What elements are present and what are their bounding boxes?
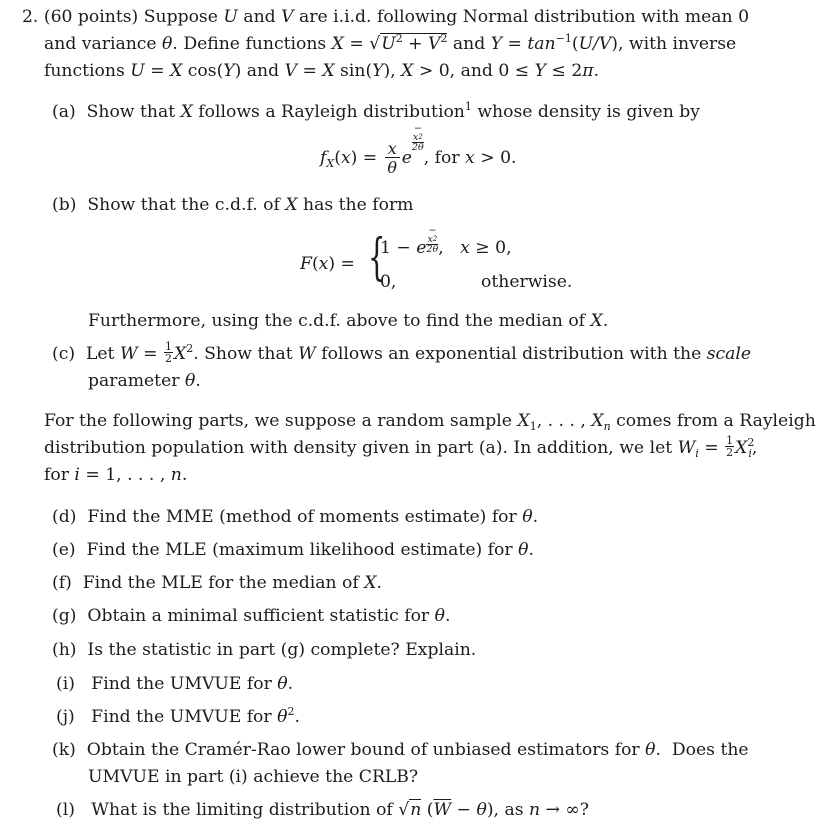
part-c-line2: parameter θ. [88, 371, 201, 391]
part-j-label: (j) [56, 707, 75, 727]
part-h-label: (h) [52, 640, 77, 660]
preamble-line1: For the following parts, we suppose a random sample $X_1$, . . . , $X_n$ comes from a Rayleigh [44, 411, 816, 433]
problem-intro-line1: 2. (60 points) Suppose U and V are i.i.d. following Normal distribution with mean 0 [22, 7, 750, 27]
part-d-label: (d) [52, 507, 77, 527]
preamble-line2: distribution population with density given in part (a). In addition, we let $W_i$ = $\frac{1}{2}$ $X^2_i$, [44, 434, 758, 460]
part-i: (i) Find the UMVUE for θ. [56, 674, 294, 694]
part-c-label: (c) [52, 344, 76, 364]
part-a-label: (a) [52, 102, 76, 122]
problem-intro-line3: functions U = X cos(Y) and V = X sin(Y), X > 0, and 0 ≤ Y ≤ 2π. [44, 61, 600, 81]
part-b-label: (b) [52, 195, 77, 215]
part-h: (h) Is the statistic in part (g) complete? Explain. [52, 640, 477, 660]
part-k-line2: UMVUE in part (i) achieve the CRLB? [88, 767, 419, 787]
part-b-followup: Furthermore, using the c.d.f. above to find the median of X. [88, 311, 609, 331]
part-l-label: (l) [56, 800, 75, 820]
part-d: (d) Find the MME (method of moments estimate) for θ. [52, 507, 539, 527]
part-c-line1: (c) Let W = $\frac{1}{2}$ $X^2$. Show that W follows an exponential distribution with the scale [52, 340, 752, 365]
part-j: (j) Find the UMVUE for $\theta^2$. [56, 705, 300, 727]
part-k-line1: (k) Obtain the Cramér-Rao lower bound of unbiased estimators for θ. Does the [52, 740, 749, 760]
part-b-case2: 0, [380, 272, 397, 292]
part-a-formula: $f_X(x)$ = $\frac{x}{\theta}$ e− $x^2$ 2θ , for x > 0. [320, 123, 517, 177]
cases-brace: { [368, 228, 386, 286]
part-g: (g) Obtain a minimal sufficient statistic for θ. [52, 606, 451, 626]
problem-intro-line2: and variance θ. Define functions $X = √U^2 + V^2$ and $Y = \tan^{-1}(U/V)$, with inverse [44, 32, 737, 54]
part-f: (f) Find the MLE for the median of X. [52, 573, 382, 593]
part-b: (b) Show that the c.d.f. of X has the form [52, 195, 414, 215]
preamble-line3: for i = 1, . . . , n. [44, 465, 188, 485]
part-f-label: (f) [52, 573, 72, 593]
part-i-label: (i) [56, 674, 75, 694]
problem-number: 2. [22, 7, 39, 27]
part-l: (l) What is the limiting distribution of √n $(\overline{W} - \theta)$, as n → ∞? [56, 800, 589, 820]
part-b-case2-condition: otherwise. [481, 272, 573, 292]
part-k-label: (k) [52, 740, 76, 760]
problem-points: (60 points) [43, 7, 139, 27]
part-e: (e) Find the MLE (maximum likelihood estimate) for θ. [52, 540, 534, 560]
part-a: (a) Show that X follows a Rayleigh distribution$^1$ whose density is given by [52, 100, 700, 122]
part-b-case1: 1 − e− $x^2$ 2θ , x ≥ 0, [380, 225, 512, 258]
part-b-cdf-lhs: F(x) = [300, 254, 355, 274]
part-g-label: (g) [52, 606, 77, 626]
part-e-label: (e) [52, 540, 76, 560]
